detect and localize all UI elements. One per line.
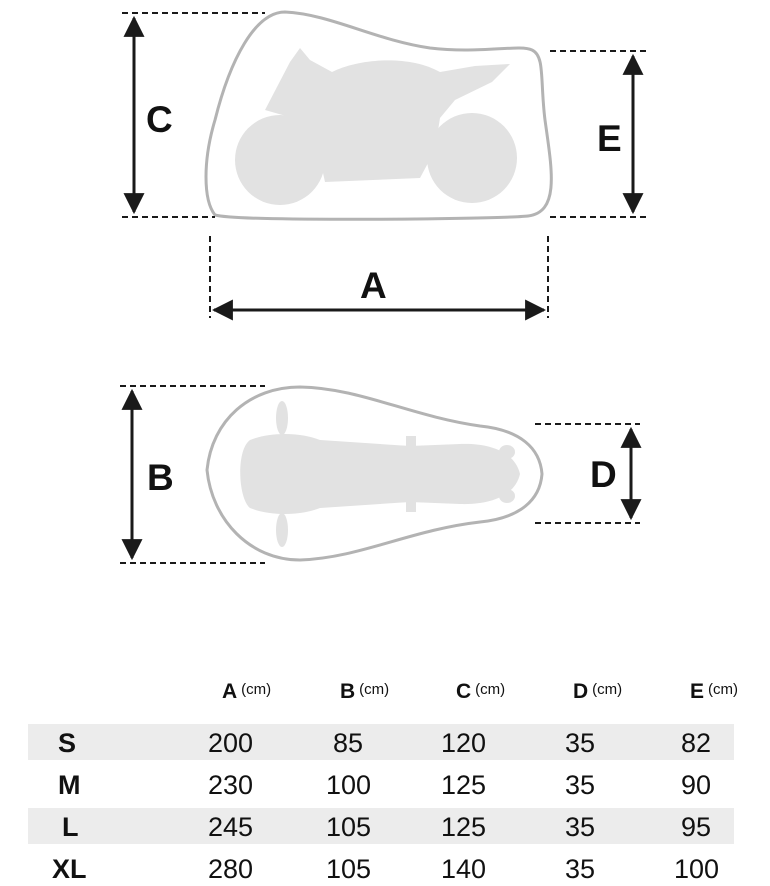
value-cell-c: 140 [441, 854, 487, 884]
label-a: A [360, 265, 387, 306]
value-cell-d: 35 [565, 728, 596, 758]
value-cell-a: 245 [208, 812, 254, 842]
column-letter: C [456, 680, 472, 703]
value-cell-d: 35 [565, 770, 596, 800]
table-row [28, 808, 734, 844]
size-cell: XL [52, 854, 87, 884]
table-row [28, 766, 734, 802]
value-cell-e: 90 [681, 770, 712, 800]
column-header-d [573, 680, 622, 704]
column-letter: E [690, 680, 705, 703]
table-row [28, 724, 734, 760]
value-cell-e: 82 [681, 728, 712, 758]
value-cell-e: 95 [681, 812, 712, 842]
side-view [122, 12, 646, 318]
label-d: D [590, 454, 617, 495]
column-unit: (cm) [241, 681, 272, 698]
column-header-c [456, 680, 505, 704]
label-b: B [147, 457, 174, 498]
value-cell-c: 125 [441, 812, 487, 842]
value-cell-d: 35 [565, 854, 596, 884]
value-cell-a: 200 [208, 728, 254, 758]
table-header [0, 670, 770, 718]
value-cell-d: 35 [565, 812, 596, 842]
value-cell-c: 125 [441, 770, 487, 800]
size-cell: M [58, 770, 81, 800]
column-header-b [340, 680, 389, 704]
column-unit: (cm) [475, 681, 506, 698]
value-cell-b: 105 [326, 854, 372, 884]
value-cell-e: 100 [674, 854, 720, 884]
size-cell: L [62, 812, 79, 842]
column-unit: (cm) [592, 681, 623, 698]
column-header-a [222, 680, 271, 704]
value-cell-b: 100 [326, 770, 372, 800]
column-letter: B [340, 680, 356, 703]
size-table [0, 670, 770, 884]
value-cell-c: 120 [441, 728, 487, 758]
value-cell-a: 230 [208, 770, 254, 800]
column-unit: (cm) [359, 681, 390, 698]
column-letter: A [222, 680, 238, 703]
label-e: E [597, 118, 622, 159]
column-header-e [690, 680, 738, 704]
label-c: C [146, 99, 173, 140]
column-letter: D [573, 680, 589, 703]
value-cell-b: 105 [326, 812, 372, 842]
table-row [28, 850, 734, 886]
size-cell: S [58, 728, 77, 758]
column-unit: (cm) [708, 681, 739, 698]
top-view [120, 386, 640, 563]
value-cell-b: 85 [333, 728, 364, 758]
value-cell-a: 280 [208, 854, 254, 884]
